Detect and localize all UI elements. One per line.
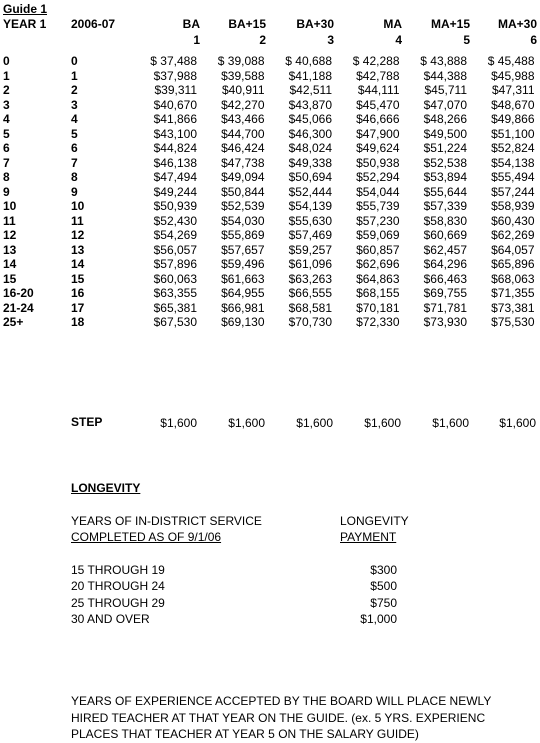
salary-cell: $64,296 [423,257,467,271]
salary-cell: $60,063 [153,271,197,286]
salary-cell: $46,424 [221,141,265,155]
salary-cell: $48,266 [423,112,467,126]
salary-cell: $61,663 [221,271,265,286]
salary-cell: $66,981 [221,300,265,315]
salary-cell: $56,057 [153,242,197,257]
salary-cell: $51,224 [423,141,467,155]
salary-cell: $68,581 [288,300,332,315]
table-row [3,286,535,301]
salary-cell: $52,294 [356,170,400,184]
row-step: 8 [71,170,78,184]
salary-cell: $59,257 [288,242,332,257]
salary-cell: $40,911 [222,83,265,97]
row-step: 2 [71,83,78,97]
salary-cell: $53,894 [423,170,467,184]
salary-cell: $57,469 [288,228,332,242]
row-year: 10 [3,199,17,213]
longevity-col2-header-line2: PAYMENT [340,530,397,544]
table-row [3,156,535,171]
table-row [3,83,535,98]
row-step: 14 [71,257,85,271]
row-year: 0 [3,54,10,68]
row-year: 8 [3,170,10,184]
salary-cell: $64,955 [221,286,265,300]
footer-note-line1: YEARS OF EXPERIENCE ACCEPTED BY THE BOARD WILL PLACE NEWLY [71,694,492,708]
salary-cell: $ 45,488 [487,54,535,68]
salary-cell: $54,044 [356,184,400,199]
salary-cell: $54,139 [288,199,332,213]
salary-cell: $63,355 [153,286,197,300]
step-value-6: $1,600 [499,416,536,430]
salary-cell: $59,069 [356,228,400,242]
longevity-col1-header-line1: YEARS OF IN-DISTRICT SERVICE [71,514,262,528]
salary-cell: $48,670 [491,97,535,112]
salary-cell: $54,030 [221,213,265,228]
salary-cell: $66,463 [423,271,467,286]
salary-cell: $52,538 [423,155,467,170]
salary-cell: $62,696 [356,257,400,271]
salary-cell: $55,494 [491,170,535,184]
step-value-2: $1,600 [228,416,265,430]
salary-cell: $49,866 [491,112,535,126]
salary-cell: $43,100 [153,126,197,141]
salary-cell: $54,138 [491,155,535,170]
salary-cell: $57,896 [153,257,197,271]
salary-cell: $57,244 [491,184,535,199]
salary-cell: $ 39,088 [217,54,265,68]
salary-cell: $50,844 [221,184,265,199]
column-header-ba15: BA+15 [228,17,266,31]
salary-cell: $61,096 [288,257,332,271]
step-label: STEP [71,415,103,429]
salary-cell: $60,857 [356,242,400,257]
salary-cell: $68,063 [491,271,535,286]
salary-cell: $44,388 [423,68,467,83]
table-row [3,69,535,84]
table-row [3,199,535,214]
longevity-payment-4: $1,000 [360,612,397,626]
column-number-3: 3 [327,33,334,47]
salary-cell: $42,511 [289,83,332,97]
table-row [3,185,535,200]
salary-guide-table [3,54,535,330]
column-header-ma15: MA+15 [430,17,470,31]
row-year: 3 [3,97,10,112]
table-row [3,54,535,69]
salary-cell: $41,188 [288,68,332,83]
row-year: 12 [3,228,17,242]
row-step: 5 [71,126,78,141]
table-row [3,301,535,316]
school-year-header: 2006-07 [71,17,116,31]
table-row [3,228,535,243]
row-step: 10 [71,199,85,213]
salary-cell: $55,644 [423,184,467,199]
row-step: 13 [71,242,85,257]
salary-cell: $39,588 [221,68,265,83]
salary-cell: $70,730 [288,315,332,329]
salary-cell: $49,500 [423,126,467,141]
salary-cell: $49,094 [221,170,265,184]
salary-cell: $45,066 [288,112,332,126]
salary-cell: $60,669 [423,228,467,242]
salary-cell: $50,939 [153,199,197,213]
salary-cell: $46,666 [356,112,400,126]
salary-cell: $71,355 [491,286,535,300]
salary-cell: $59,496 [221,257,265,271]
row-step: 6 [71,141,78,155]
row-year: 9 [3,184,10,199]
salary-cell: $72,330 [356,315,400,329]
row-year: 4 [3,112,10,126]
longevity-payment-2: $500 [370,579,397,593]
row-year: 14 [3,257,17,271]
salary-cell: $73,930 [423,315,467,329]
table-row [3,243,535,258]
longevity-payment-3: $750 [370,596,397,610]
salary-cell: $46,138 [153,155,197,170]
salary-cell: $57,657 [221,242,265,257]
salary-cell: $63,263 [288,271,332,286]
salary-cell: $42,270 [221,97,265,112]
salary-cell: $ 42,288 [352,54,400,68]
guide-title: Guide 1 [3,2,48,16]
row-year: 13 [3,242,17,257]
table-row [3,112,535,127]
salary-cell: $44,824 [153,141,197,155]
footer-note-line2: HIRED TEACHER AT THAT YEAR ON THE GUIDE. (ex. 5 YRS. EXPERIENC [71,711,486,725]
salary-cell: $37,988 [153,68,197,83]
salary-cell: $64,057 [491,242,535,257]
salary-cell: $58,939 [491,199,535,213]
column-number-5: 5 [463,33,470,47]
salary-cell: $52,444 [288,184,332,199]
salary-cell: $42,788 [356,68,400,83]
column-number-4: 4 [395,33,402,47]
longevity-col1-header-line2: COMPLETED AS OF 9/1/06 [71,530,222,544]
longevity-range-1: 15 THROUGH 19 [71,563,165,577]
salary-cell: $70,181 [356,300,400,315]
salary-cell: $65,896 [491,257,535,271]
salary-cell: $47,070 [423,97,467,112]
salary-cell: $45,988 [491,68,535,83]
salary-cell: $47,311 [492,83,535,97]
step-value-3: $1,600 [296,416,333,430]
salary-cell: $64,863 [356,271,400,286]
row-step: 9 [71,184,78,199]
salary-cell: $52,539 [221,199,265,213]
longevity-range-3: 25 THROUGH 29 [71,596,165,610]
salary-cell: $55,630 [288,213,332,228]
column-number-2: 2 [259,33,266,47]
salary-cell: $43,466 [221,112,265,126]
table-row [3,272,535,287]
row-step: 4 [71,112,78,126]
row-step: 18 [71,315,85,329]
salary-cell: $47,738 [221,155,265,170]
row-year: 2 [3,83,10,97]
row-step: 7 [71,155,78,170]
table-row [3,141,535,156]
salary-cell: $44,700 [221,126,265,141]
salary-cell: $57,339 [423,199,467,213]
salary-cell: $57,230 [356,213,400,228]
salary-cell: $62,457 [423,242,467,257]
row-step: 15 [71,271,85,286]
row-step: 1 [71,68,78,83]
salary-cell: $46,300 [288,126,332,141]
salary-cell: $48,024 [288,141,332,155]
salary-cell: $44,111 [357,83,400,97]
salary-cell: $73,381 [491,300,535,315]
salary-cell: $47,900 [356,126,400,141]
salary-cell: $68,155 [356,286,400,300]
salary-cell: $69,755 [423,286,467,300]
year-header: YEAR 1 [3,17,47,31]
row-year: 6 [3,141,10,155]
salary-cell: $60,430 [491,213,535,228]
salary-cell: $51,100 [491,126,535,141]
longevity-col2-header-line1: LONGEVITY [340,514,409,528]
salary-cell: $52,430 [153,213,197,228]
step-value-1: $1,600 [160,416,197,430]
salary-cell: $75,530 [491,315,535,329]
salary-cell: $52,824 [491,141,535,155]
table-row [3,257,535,272]
row-step: 12 [71,228,85,242]
salary-cell: $49,624 [356,141,400,155]
step-value-5: $1,600 [432,416,469,430]
salary-cell: $47,494 [153,170,197,184]
row-year: 21-24 [3,300,34,315]
row-step: 17 [71,300,85,315]
table-row [3,127,535,142]
row-step: 16 [71,286,85,300]
column-header-ma: MA [383,17,402,31]
row-year: 16-20 [3,286,34,300]
row-year: 25+ [3,315,24,329]
row-step: 3 [71,97,78,112]
salary-cell: $69,130 [221,315,265,329]
column-header-ma30: MA+30 [497,17,537,31]
salary-cell: $39,311 [154,83,197,97]
row-year: 1 [3,68,10,83]
salary-cell: $65,381 [153,300,197,315]
longevity-range-2: 20 THROUGH 24 [71,579,165,593]
salary-cell: $55,739 [356,199,400,213]
salary-cell: $50,694 [288,170,332,184]
row-step: 0 [71,54,78,68]
column-number-1: 1 [193,33,200,47]
salary-cell: $43,870 [288,97,332,112]
table-row [3,315,535,330]
salary-cell: $45,470 [356,97,400,112]
salary-cell: $49,244 [153,184,197,199]
salary-cell: $50,938 [356,155,400,170]
salary-cell: $ 43,888 [420,54,467,68]
column-header-ba30: BA+30 [296,17,334,31]
table-row [3,98,535,113]
row-year: 11 [3,213,16,228]
table-row [3,214,535,229]
salary-cell: $41,866 [153,112,197,126]
salary-cell: $55,869 [221,228,265,242]
column-header-ba: BA [182,17,200,31]
row-year: 15 [3,271,17,286]
longevity-range-4: 30 AND OVER [71,612,150,626]
longevity-title: LONGEVITY [71,481,141,495]
salary-cell: $45,711 [424,83,467,97]
row-year: 7 [3,155,10,170]
salary-cell: $58,830 [423,213,467,228]
row-step: 11 [71,213,84,228]
salary-cell: $49,338 [288,155,332,170]
salary-cell: $ 40,688 [285,54,332,68]
step-value-4: $1,600 [364,416,401,430]
footer-note-line3: PLACES THAT TEACHER AT YEAR 5 ON THE SALARY GUIDE) [71,727,419,741]
salary-cell: $40,670 [153,97,197,112]
salary-cell: $66,555 [288,286,332,300]
column-number-6: 6 [530,33,537,47]
salary-cell: $71,781 [423,300,467,315]
salary-cell: $62,269 [491,228,535,242]
salary-cell: $ 37,488 [150,54,197,68]
table-row [3,170,535,185]
salary-cell: $54,269 [153,228,197,242]
salary-cell: $67,530 [153,315,197,329]
row-year: 5 [3,126,10,141]
longevity-payment-1: $300 [370,563,397,577]
